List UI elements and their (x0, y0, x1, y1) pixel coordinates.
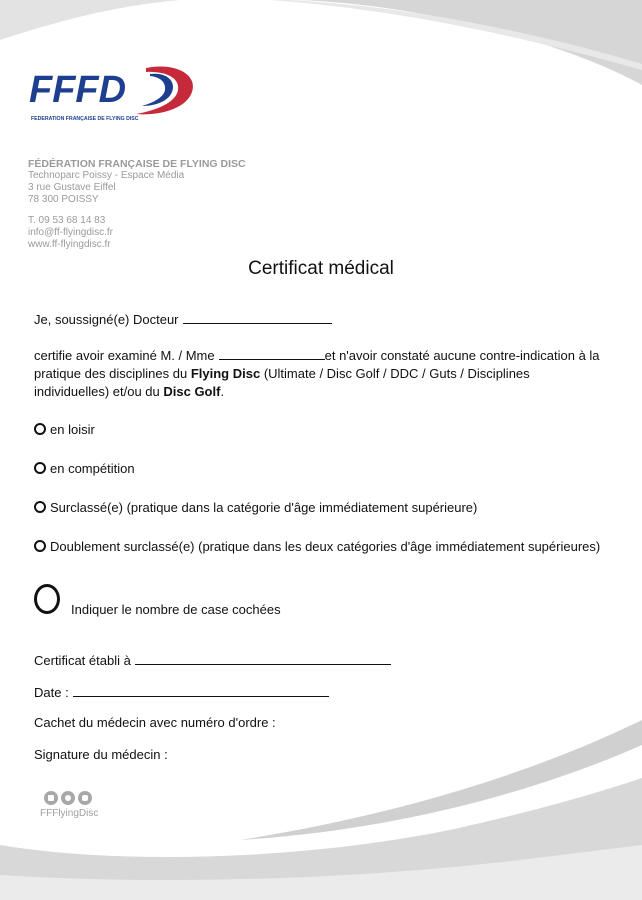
stamp-label: Cachet du médecin avec numéro d'ordre : (34, 715, 276, 730)
certification-paragraph (34, 346, 608, 401)
established-label: Certificat établi à (34, 653, 131, 668)
option-label: Surclassé(e) (pratique dans la catégorie d'âge immédiatement supérieure) (50, 500, 478, 515)
org-email[interactable]: info@ff-flyingdisc.fr (28, 227, 113, 238)
established-field[interactable] (135, 651, 391, 665)
para-flying-disc: Flying Disc (190, 366, 261, 381)
option-loisir[interactable] (34, 421, 95, 439)
org-address-1: Technoparc Poissy - Espace Média (28, 170, 185, 181)
logo-letters: FFFD (29, 69, 127, 111)
twitter-icon[interactable] (61, 791, 75, 805)
para-end: . (220, 384, 225, 399)
doctor-label: Je, soussigné(e) Docteur (34, 312, 179, 327)
para-part1: certifie avoir examiné M. / Mme (34, 348, 215, 363)
social-handle: FFFlyingDisc (40, 808, 99, 819)
radio-circle-icon[interactable] (34, 540, 46, 552)
radio-circle-icon[interactable] (34, 462, 46, 474)
doctor-line (34, 310, 332, 329)
option-surclasse[interactable] (34, 499, 477, 517)
option-label: en loisir (50, 422, 95, 437)
option-double-surclasse[interactable] (34, 538, 600, 556)
org-address-3: 78 300 POISSY (28, 194, 99, 205)
document-title: Certificat médical (248, 258, 394, 279)
option-competition[interactable] (34, 460, 135, 478)
established-line (34, 651, 391, 670)
date-line (34, 683, 329, 702)
radio-circle-icon[interactable] (34, 423, 46, 435)
organization-block (28, 158, 246, 251)
para-part3: (Ultimate / Disc Golf / DDC / Guts / Disciplines individuelles) et/ou du (34, 366, 530, 399)
date-field[interactable] (73, 683, 329, 697)
patient-name-field[interactable] (219, 346, 325, 360)
radio-circle-icon[interactable] (34, 501, 46, 513)
fffd-logo (26, 60, 201, 126)
date-label: Date : (34, 685, 69, 700)
signature-label: Signature du médecin : (34, 747, 168, 762)
option-label: en compétition (50, 461, 135, 476)
org-address-2: 3 rue Gustave Eiffel (28, 182, 116, 193)
option-label: Doublement surclassé(e) (pratique dans les deux catégories d'âge immédiatement supérieures) (50, 539, 601, 554)
doctor-name-field[interactable] (183, 310, 332, 324)
org-name: FÉDÉRATION FRANÇAISE DE FLYING DISC (28, 158, 246, 170)
para-disc-golf: Disc Golf (163, 384, 221, 399)
org-phone: T. 09 53 68 14 83 (28, 215, 106, 226)
instagram-icon[interactable] (78, 791, 92, 805)
para-part2: et n'avoir constaté aucune contre-indication à la pratique des disciplines du (34, 348, 600, 381)
count-circle-icon[interactable] (34, 584, 60, 614)
social-icons (44, 791, 92, 805)
count-label: Indiquer le nombre de case cochées (71, 602, 281, 617)
youtube-icon[interactable] (44, 791, 58, 805)
logo-tagline: FEDERATION FRANÇAISE DE FLYING DISC (31, 116, 139, 122)
org-website[interactable]: www.ff-flyingdisc.fr (28, 239, 111, 250)
